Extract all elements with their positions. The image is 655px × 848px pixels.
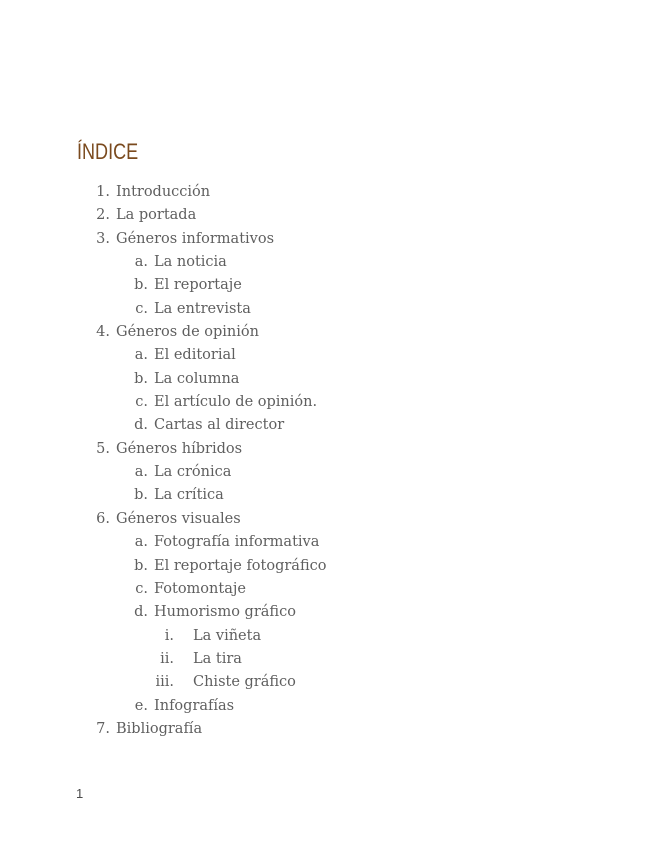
toc-entry-label: El reportaje [154,277,242,294]
toc-entry-label: El artículo de opinión. [154,394,318,411]
toc-entry [0,274,655,297]
toc-entry-number: c. [135,394,148,411]
toc-entry-number: a. [134,464,148,481]
page-title: ÍNDICE [77,139,139,164]
toc-entry-label: La portada [116,207,197,224]
toc-entry-label: Fotografía informativa [154,534,320,551]
toc-entry [0,321,655,344]
toc-entry-number: b. [134,487,148,504]
toc-entry-number: 4. [96,324,110,341]
toc-entry [0,648,655,671]
toc-entry-number: 3. [96,230,110,247]
toc-entry-label: El reportaje fotográfico [154,557,327,574]
toc-entry [0,368,655,391]
toc-entry-label: Chiste gráfico [193,674,296,691]
toc-entry-number: d. [134,604,148,621]
toc-entry [0,695,655,718]
toc-entry-number: a. [134,347,148,364]
toc-entry-label: La noticia [154,254,227,271]
toc-entry [0,578,655,601]
toc-entry-label: Fotomontaje [154,580,246,597]
toc-entry [0,461,655,484]
toc-entry-label: Cartas al director [154,417,285,434]
toc-entry [0,508,655,531]
toc-entry [0,555,655,578]
toc-entry-label: Bibliografía [116,720,203,737]
toc-entry-label: Géneros informativos [116,230,275,247]
toc-entry-label: Introducción [116,184,211,200]
toc-entry-number: c. [135,580,148,597]
toc-entry-label: El editorial [154,347,236,364]
toc-entry-label: Infografías [154,697,235,714]
toc-entry [0,204,655,227]
toc-entry-label: Géneros de opinión [116,324,259,341]
toc-entry [0,438,655,461]
toc-entry [0,414,655,437]
toc-entry-label: La crítica [154,487,224,504]
toc-entry-number: 6. [96,510,110,527]
toc-entry [0,718,655,741]
toc-entry-number: a. [134,534,148,551]
toc-entry-label: La crónica [154,464,232,481]
toc-entry-number: b. [134,277,148,294]
toc-entry-label: La tira [193,650,242,667]
toc-entry-number: 7. [96,720,110,737]
toc-entry-label: La columna [154,370,240,387]
toc-entry-label: La entrevista [154,300,251,317]
toc-entry-label: La viñeta [193,627,262,644]
toc-entry [0,344,655,367]
toc-entry [0,484,655,507]
toc-entry-number: a. [134,254,148,271]
toc-entry-label: Géneros visuales [116,510,241,527]
toc-entry-label: Humorismo gráfico [154,604,296,621]
toc-entry [0,298,655,321]
toc-entry-number: 2. [96,207,110,224]
toc-entry [0,251,655,274]
toc-entry-number: 5. [96,440,110,457]
toc-entry-number: c. [135,300,148,317]
toc-entry-number: b. [134,370,148,387]
toc-entry-number: e. [134,697,148,714]
toc-entry [0,671,655,694]
toc-entry-number: iii. [155,674,174,691]
toc-entry-label: Géneros híbridos [116,440,243,457]
toc-entry [0,601,655,624]
toc-entry-number: 1. [96,184,110,200]
toc-entry [0,181,655,204]
table-of-contents [0,181,655,741]
toc-entry-number: d. [134,417,148,434]
toc-entry-number: i. [164,627,174,644]
toc-entry [0,391,655,414]
toc-entry-number: b. [134,557,148,574]
toc-entry [0,228,655,251]
toc-entry [0,531,655,554]
toc-entry [0,625,655,648]
toc-entry-number: ii. [160,650,174,667]
page-number: 1 [76,786,84,801]
